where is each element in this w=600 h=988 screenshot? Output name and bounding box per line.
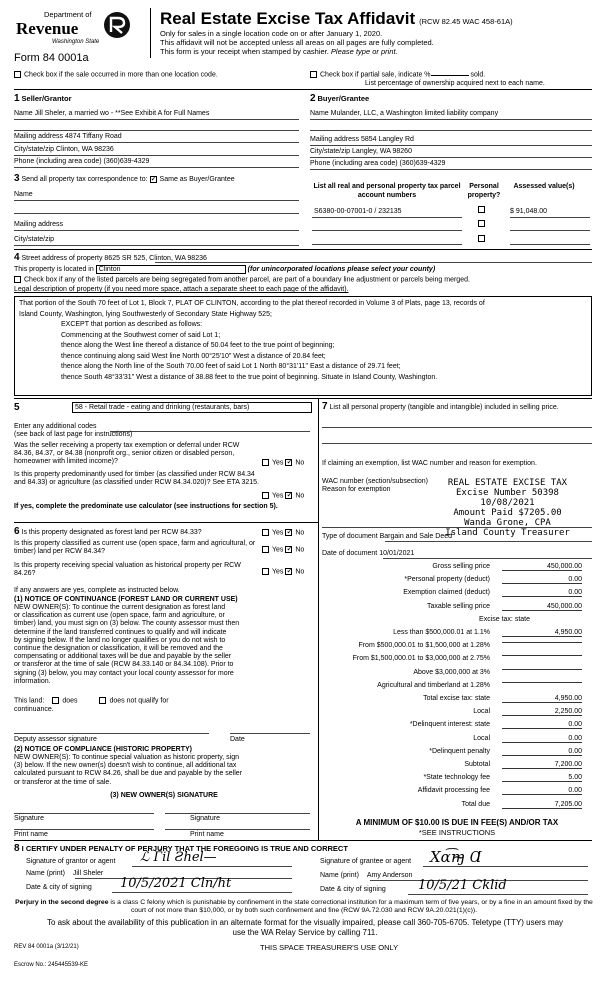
owner-sig-label-1: Signature — [14, 815, 44, 822]
divider — [14, 398, 592, 399]
tax-row-value[interactable]: 0.00 — [502, 748, 582, 756]
assessed-value[interactable]: $ 91,048.00 — [510, 208, 547, 215]
tax-row-label: Total due — [461, 800, 490, 808]
dept-line: Department of — [44, 10, 92, 19]
codes-note: (see back of last page for instructions) — [14, 431, 133, 438]
tax-row-value[interactable]: 0.00 — [502, 721, 582, 729]
personal-checkbox-2[interactable] — [478, 220, 488, 227]
divider — [14, 89, 592, 90]
line — [14, 130, 299, 131]
line — [14, 200, 299, 201]
grantor-name-row: Name (print) Jill Sheler — [26, 870, 104, 877]
exemption-label: If claiming an exemption, list WAC number and reason for exemption. — [322, 460, 537, 467]
column-divider — [318, 398, 319, 840]
intro-text — [160, 29, 434, 56]
minimum-note: A MINIMUM OF $10.00 IS DUE IN FEE(S) AND/OR TAX — [355, 818, 559, 827]
divider — [14, 249, 592, 250]
divider — [14, 522, 318, 523]
s3-mailing-label: Mailing address — [14, 221, 64, 228]
tax-row — [345, 629, 590, 640]
tax-row-label: Total excise tax: state — [423, 695, 490, 702]
grantee-date-signed[interactable]: 10/5/21 Cklid — [418, 878, 507, 893]
tax-row-label: Subtotal — [464, 761, 490, 768]
statute-ref: (RCW 82.45 WAC 458-61A) — [419, 17, 513, 26]
form-number: Form 84 0001a — [14, 52, 89, 64]
seller-name[interactable]: Jill Sheler, a married wo - **See Exhibit A for Full Names — [34, 110, 210, 117]
seller-name-row: Name Jill Sheler, a married wo - **See Exhibit A for Full Names — [14, 110, 210, 117]
street-row: 4 Street address of property 8625 SR 525, Clinton, WA 98236 — [14, 252, 207, 263]
agency-name: Revenue — [16, 19, 79, 38]
value-col-header: Assessed value(s) — [513, 183, 575, 190]
reason-label: Reason for exemption — [322, 486, 391, 493]
tax-row-label: *Delinquent penalty — [429, 747, 490, 755]
q-forest: 6 Is this property designated as forest land per RCW 84.33? — [14, 526, 202, 537]
line — [155, 262, 592, 263]
line — [423, 866, 588, 867]
section3-heading: 3 Send all property tax correspondence to: ✓ Same as Buyer/Grantee — [14, 173, 235, 184]
line — [132, 866, 292, 867]
grantee-name-row: Name (print) Amy Anderson — [320, 872, 413, 879]
tax-row — [345, 748, 590, 759]
line — [312, 230, 462, 231]
tax-row-label: Agricultural and timberland at 1.28% — [377, 681, 490, 689]
legal-line: Island County, Washington, lying Southwesterly of Secondary State Highway 525; — [19, 310, 272, 318]
tax-row — [345, 774, 590, 785]
tax-row-label: *Personal property (deduct) — [404, 576, 490, 584]
grantor-sig-label: Signature of grantor or agent — [26, 858, 116, 865]
tax-row — [345, 801, 590, 812]
buyer-phone-row: Phone (including area code) (360)639-4329 — [310, 160, 446, 167]
legal-line: EXCEPT that portion as described as follows: — [61, 321, 203, 328]
line — [310, 145, 592, 146]
tax-row — [345, 616, 590, 627]
tax-row-value[interactable] — [502, 669, 582, 670]
tax-row — [345, 735, 590, 746]
legal-line: thence along the North line of the South 70.00 feet of said Lot 1 North 80°31'11" East a distance of 29.71 feet; — [61, 363, 401, 370]
tax-row-value[interactable]: 450,000.00 — [502, 563, 582, 571]
tax-row-value[interactable] — [502, 682, 582, 683]
tax-row-value[interactable]: 0.00 — [502, 787, 582, 795]
grantor-date-signed[interactable]: 10/5/2021 Cln/ht — [120, 876, 232, 891]
codes-label: Enter any additional codes — [14, 423, 97, 430]
buyer-name[interactable]: Mulander, LLC, a Washington limited liability company — [330, 110, 499, 117]
divider — [14, 840, 592, 841]
section5-no: 5 — [14, 402, 20, 413]
does-checkbox[interactable] — [52, 697, 59, 704]
line — [322, 443, 592, 444]
tax-row-label: Local — [473, 734, 490, 742]
line — [14, 813, 154, 814]
line — [14, 245, 299, 246]
line — [312, 244, 462, 245]
s3-city-label: City/state/zip — [14, 236, 55, 243]
segregated-check[interactable]: Check box if any of the listed parcels are being segregated from another parcel, are part of a boundary line adjustment or parcels being merged. — [14, 276, 470, 283]
checkbox[interactable] — [14, 71, 21, 78]
tax-row-value[interactable]: 0.00 — [502, 589, 582, 597]
deputy-date-label: Date — [230, 736, 245, 743]
property-street[interactable]: 8625 SR 525, Clinton, WA 98236 — [104, 255, 207, 262]
q-historic: Is this property receiving special valuation as historical property per RCW 84.26? — [14, 562, 241, 578]
this-land-row: This land: does does not qualify for — [14, 697, 169, 705]
q-timber: Is this property predominantly used for timber (as classified under RCW 84.34 and 84.33) or agriculture (as classified under RCW 84.34.020)? See ETA 3215. — [14, 471, 260, 487]
line — [510, 244, 590, 245]
line — [408, 894, 588, 895]
notice2-body: NEW OWNER(S): To continue special valuation as historic property, sign (3) below. If the new owner(s) doesn't wish to continue, all additional tax calculated pursuant to RCW 84.26, shall be due and payable by the seller or transferor at the time of sale. — [14, 754, 243, 786]
intro-line-3b: Please type or print. — [330, 47, 398, 56]
tax-row — [345, 682, 590, 693]
tax-row — [345, 787, 590, 798]
partial-sale-check[interactable]: Check box if partial sale, indicate % sold. — [310, 71, 485, 78]
intro-line-3: This form is your receipt when stamped by cashier. — [160, 47, 329, 56]
new-owner-sig-heading: (3) NEW OWNER(S) SIGNATURE — [110, 792, 218, 799]
line — [230, 733, 310, 734]
tax-row-value[interactable]: 4,950.00 — [502, 695, 582, 703]
tax-row — [345, 603, 590, 614]
deputy-sig-label: Deputy assessor signature — [14, 736, 97, 743]
tax-row — [345, 576, 590, 587]
line — [14, 167, 299, 168]
q-current-use: Is this property classified as current use (open space, farm and agricultural, or timber) land per RCW 84.34? — [14, 540, 256, 556]
same-as-checkbox[interactable] — [150, 176, 157, 183]
seller-mailing[interactable]: 4874 Tiffany Road — [64, 133, 122, 140]
grantee-signature[interactable]: Xα͡ɱ̴ Ɑ — [430, 848, 482, 866]
parcel-number[interactable]: S6380-00-07001-0 / 232135 — [314, 208, 402, 215]
q-timber-answer[interactable]: Yes ✓ No — [262, 492, 304, 499]
tax-row-value[interactable]: 0.00 — [502, 576, 582, 584]
owner-print-label-1: Print name — [14, 831, 48, 838]
tax-row-value[interactable]: 0.00 — [502, 735, 582, 743]
buyer-heading: 2 Buyer/Grantee — [310, 93, 370, 104]
doc-date-row: Date of document 10/01/2021 — [322, 550, 415, 557]
line — [322, 527, 592, 528]
legal-label: Legal description of property (if you need more space, attach a separate sheet to each page of the affidavit). — [14, 286, 349, 293]
tax-row-label: Excise tax: state — [479, 615, 530, 623]
line — [165, 829, 310, 830]
line — [510, 217, 590, 218]
tax-row-label: Affidavit processing fee — [417, 787, 490, 795]
line — [312, 217, 462, 218]
legal-line: thence along the West line thereof a distance of 50.04 feet to the true point of beginning; — [61, 342, 335, 349]
section7-heading: 7 List all personal property (tangible and intangible) included in selling price. — [322, 401, 559, 412]
escrow-number: Escrow No.: 245445539-KE — [14, 962, 89, 968]
legal-line: Commencing at the Southwest corner of said Lot 1; — [61, 331, 221, 339]
tax-row — [345, 695, 590, 706]
q-historic-answer[interactable]: Yes ✓ No — [262, 568, 304, 575]
tax-row-label: From $500,000.01 to $1,500,000 at 1.28% — [358, 642, 490, 650]
located-row: This property is located in Clinton (for unincorporated locations please select your county) — [14, 266, 436, 273]
buyer-name-row: Name Mulander, LLC, a Washington limited liability company — [310, 110, 499, 117]
personal-checkbox-1[interactable] — [478, 206, 488, 213]
tax-row-value[interactable]: 2,250.00 — [502, 708, 582, 716]
tax-row-label: Above $3,000,000 at 3% — [413, 668, 490, 676]
tax-row — [345, 761, 590, 772]
owner-print-label-2: Print name — [190, 831, 224, 838]
form-title: Real Estate Excise Tax Affidavit (RCW 82.45 WAC 458-61A) — [160, 9, 513, 28]
tax-row — [345, 642, 590, 653]
tax-row-label: From $1,500,000.01 to $3,000,000 at 2.75% — [352, 655, 490, 663]
seller-mailing-row: Mailing address 4874 Tiffany Road — [14, 133, 122, 140]
buyer-phone[interactable]: (360)639-4329 — [399, 160, 446, 167]
personal-checkbox-3[interactable] — [478, 235, 488, 242]
seller-phone[interactable]: (360)639-4329 — [103, 158, 150, 165]
doc-date[interactable]: 10/01/2021 — [379, 550, 415, 557]
line — [383, 558, 592, 559]
use-code-select[interactable]: 58 - Retail trade - eating and drinking (restaurants, bars) — [72, 402, 312, 413]
legal-line: thence South 48°33'31" West a distance of 38.88 feet to the true point of beginning. Situate in Island County, Washington. — [61, 373, 438, 381]
tax-row — [345, 708, 590, 719]
multi-location-check[interactable]: Check box if the sale occurred in more than one location code. — [14, 71, 218, 78]
buyer-city-row: City/state/zip Langley, WA 98260 — [310, 148, 412, 155]
line — [14, 213, 299, 214]
ownership-note: List percentage of ownership acquired next to each name. — [365, 80, 545, 87]
header-divider — [150, 8, 151, 58]
personal-col-header: Personal property? — [467, 183, 501, 199]
tax-row-label: Local — [473, 708, 490, 716]
tax-row-label: Gross selling price — [432, 563, 490, 570]
line — [14, 733, 209, 734]
line — [110, 431, 310, 432]
buyer-city[interactable]: Langley, WA 98260 — [352, 148, 412, 155]
tax-row — [345, 589, 590, 600]
line — [322, 427, 592, 428]
line — [310, 130, 592, 131]
tax-row-label: *Delinquent interest: state — [409, 721, 490, 729]
line — [14, 155, 299, 156]
tax-row — [345, 655, 590, 666]
notice1-title: (1) NOTICE OF CONTINUANCE (FOREST LAND OR CURRENT USE) — [14, 596, 238, 603]
location-select[interactable]: Clinton — [96, 265, 246, 274]
legal-line: thence continuing along said West line North 00°25'10" West a distance of 20.84 feet; — [61, 352, 326, 360]
line — [385, 541, 592, 542]
intro-line-2: This affidavit will not be accepted unless all areas on all pages are fully completed. — [160, 38, 434, 47]
notice1-body: NEW OWNER(S): To continue the current designation as forest land or classification as current use (open space, farm and agriculture, or timber) land, you must sign on (3) below. The county assessor must then determine if the land transferred continues to qualify and will indicate by signing below. If the land no longer qualifies or you do not wish to continue the designation or classification, it will be removed and the compensating or additional taxes will be due and payable by the seller or transferor at the time of sale (RCW 84.33.140 or 84.34.108). Prior to signing (3) below, you may contact your local county assessor for more information. — [14, 604, 240, 685]
rev-code: REV 84 0001a (3/12/21) — [14, 944, 79, 950]
grantee-sig-label: Signature of grantee or agent — [320, 858, 412, 865]
line — [510, 230, 590, 231]
grantee-name[interactable]: Amy Anderson — [366, 872, 413, 879]
tax-row-label: Exemption claimed (deduct) — [403, 589, 490, 597]
notice2-title: (2) NOTICE OF COMPLIANCE (HISTORIC PROPERTY) — [14, 746, 192, 753]
tax-row-value[interactable] — [502, 642, 582, 643]
revenue-seal-icon — [102, 10, 132, 40]
line — [310, 119, 592, 120]
grantee-date-label: Date & city of signing — [320, 886, 386, 893]
intro-line-1: Only for sales in a single location code on or after January 1, 2020. — [160, 29, 383, 38]
revenue-logo — [14, 8, 136, 58]
tax-row-value[interactable]: 450,000.00 — [502, 603, 582, 611]
legal-line: That portion of the South 70 feet of Lot 1, Block 7, PLAT OF CLINTON, according to the plat thereof recorded in Volume 3 of Plats, page 13, records of — [19, 300, 485, 307]
tax-row-value[interactable]: 7,205.00 — [502, 801, 582, 809]
line — [165, 813, 310, 814]
grantor-date-label: Date & city of signing — [26, 884, 92, 891]
does-not-checkbox[interactable] — [99, 697, 106, 704]
certify-heading: 8 I CERTIFY UNDER PENALTY OF PERJURY THAT THE FOREGOING IS TRUE AND CORRECT — [14, 843, 348, 854]
tax-row-label: *State technology fee — [423, 774, 490, 782]
seller-phone-row: Phone (including area code) (360)639-4329 — [14, 158, 150, 165]
buyer-mailing-row: Mailing address 5854 Langley Rd — [310, 136, 414, 143]
parcel-col-header: List all real and personal property tax parcel account numbers — [313, 183, 461, 199]
doc-type-row: Type of document Bargain and Sale Deed — [322, 533, 452, 540]
alt-format-note: To ask about the availability of this publication in an alternate format for the visually impaired, please call 360-705-6705. Teletype (TTY) users may use the WA Relay Service by calling 711. — [46, 918, 564, 937]
seller-heading: 1 Seller/Grantor — [14, 93, 72, 104]
q-exemption-answer[interactable]: Yes ✓ No — [262, 459, 304, 466]
q-exemption: Was the seller receiving a property tax exemption or deferral under RCW 84.36, 84.37, or 84.38 (nonprofit org., senior citizen or disabled person, homeowner with limited income)? — [14, 442, 240, 466]
seller-city-row: City/state/zip Clinton, WA 98236 — [14, 146, 114, 153]
owner-sig-label-2: Signature — [190, 815, 220, 822]
q-timber-note: If yes, complete the predominate use calculator (see instructions for section 5). — [14, 503, 278, 510]
tax-row-value[interactable]: 7,200.00 — [502, 761, 582, 769]
tax-row — [345, 563, 590, 574]
any-yes-note: If any answers are yes, complete as instructed below. — [14, 587, 180, 594]
checkbox[interactable] — [310, 71, 317, 78]
legal-description[interactable] — [14, 296, 592, 396]
tax-row-value[interactable] — [502, 655, 582, 656]
q-current-use-answer[interactable]: Yes ✓ No — [262, 546, 304, 553]
tax-row — [345, 721, 590, 732]
tax-row-label: Taxable selling price — [426, 602, 490, 610]
continuance-label: continuance. — [14, 706, 54, 713]
grantor-name[interactable]: Jill Sheler — [72, 870, 104, 877]
treasurer-space: THIS SPACE TREASURER'S USE ONLY — [260, 943, 399, 952]
wac-label: WAC number (section/subsection) — [322, 478, 428, 485]
buyer-mailing[interactable]: 5854 Langley Rd — [360, 136, 414, 143]
treasurer-stamp: REAL ESTATE EXCISE TAX Excise Number 50398 10/08/2021 Amount Paid $7205.00 Wanda Grone, CPA Island County Treasurer — [445, 478, 570, 538]
line — [14, 230, 299, 231]
see-instructions: *SEE INSTRUCTIONS — [418, 828, 496, 837]
grantor-signature[interactable]: ℒ Ѓil Ƨhel— — [140, 850, 217, 865]
state-name: Washington State — [52, 39, 100, 45]
s3-name-label: Name — [14, 191, 33, 198]
line — [112, 892, 292, 893]
line — [310, 169, 592, 170]
seller-city[interactable]: Clinton, WA 98236 — [56, 146, 114, 153]
q-forest-answer[interactable]: Yes ✓ No — [262, 529, 304, 536]
tax-row-label: Less than $500,000.01 at 1.1% — [393, 629, 490, 636]
doc-type[interactable]: Bargain and Sale Deed — [379, 533, 452, 540]
perjury-note: Perjury in the second degree is a class C felony which is punishable by confinement in the state correctional institution for a maximum term of five years, or by a fine in an amount fixed by the court of not more than $10,000, or by both such confinement and fine (RCW 9A.72.030 and RCW 9A.20.021(1)(c)). — [15, 899, 593, 914]
tax-row-value[interactable]: 4,950.00 — [502, 629, 582, 637]
line — [14, 142, 299, 143]
line — [14, 119, 299, 120]
tax-row-value[interactable]: 5.00 — [502, 774, 582, 782]
line — [14, 829, 154, 830]
line — [310, 157, 592, 158]
tax-row — [345, 669, 590, 680]
